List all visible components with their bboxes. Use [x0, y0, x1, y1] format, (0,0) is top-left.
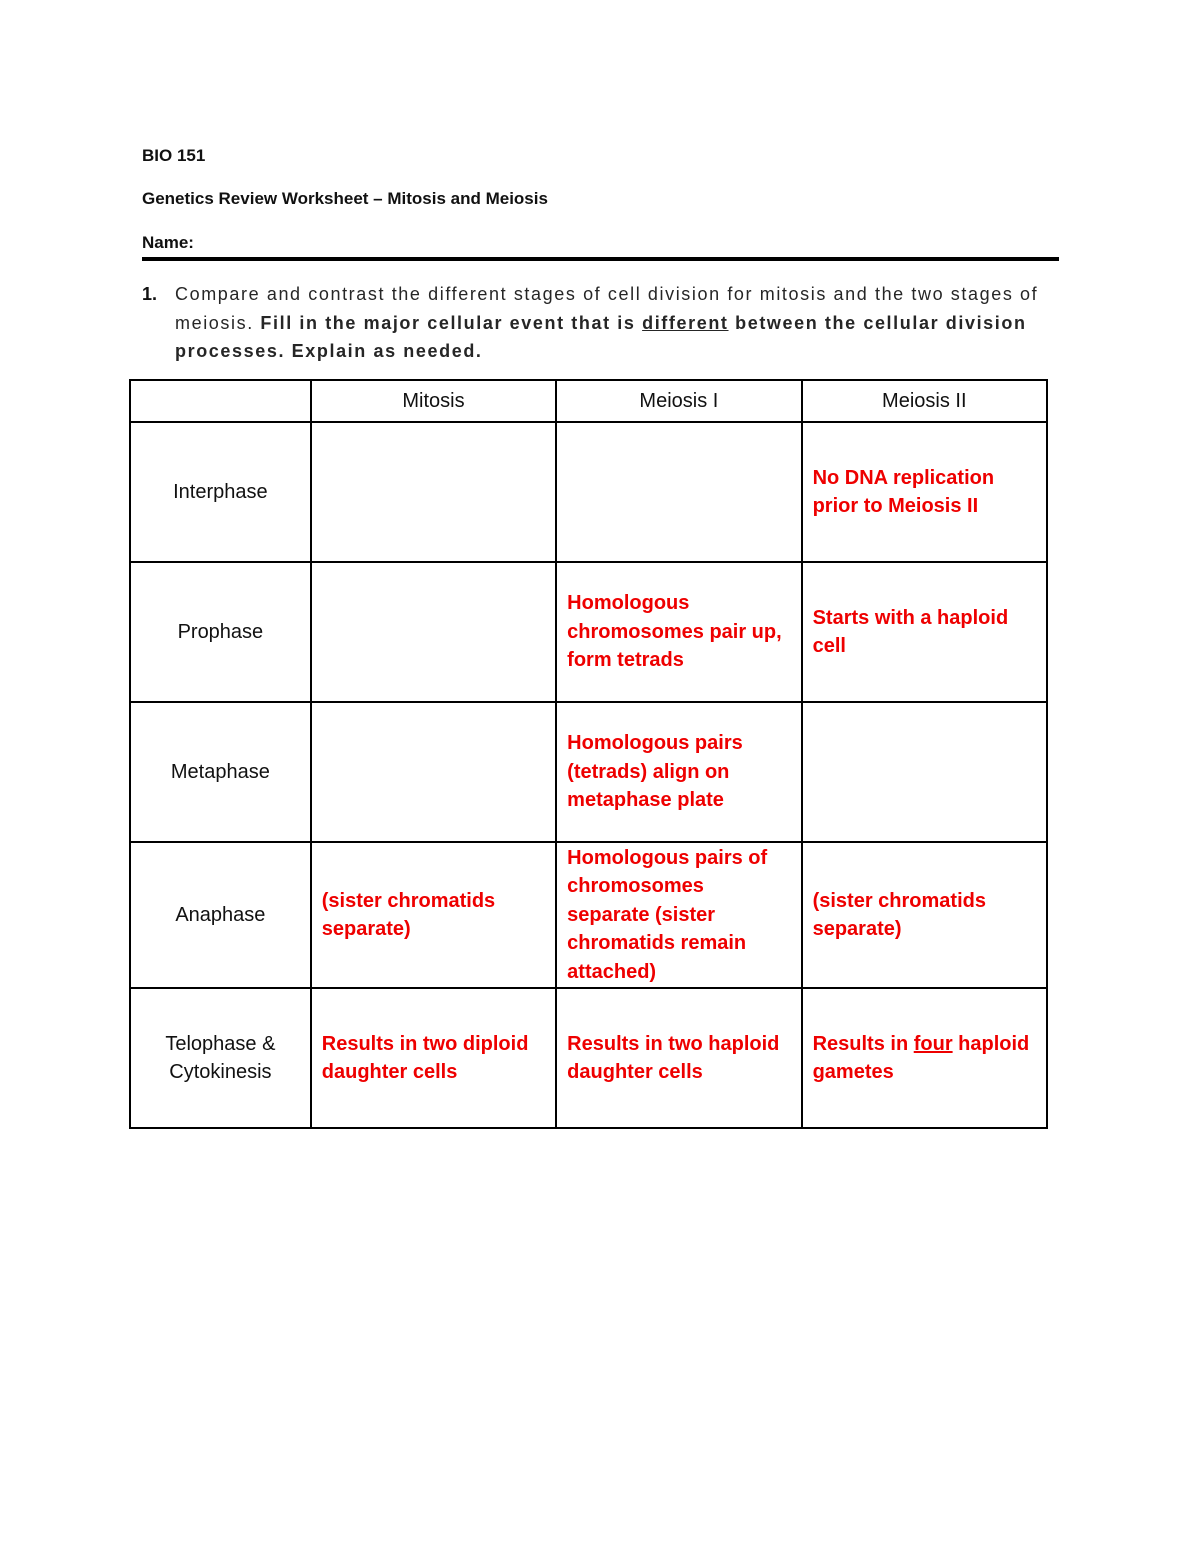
- answer-cell-meiosis-1: [556, 422, 801, 562]
- cell-division-table: [129, 379, 1048, 1129]
- header-cell-mitosis: Mitosis: [311, 380, 556, 422]
- answer-text-after: haploid gametes: [812, 1032, 1030, 1083]
- question-1: [142, 280, 1055, 366]
- stage-name-cell: Telophase & Cytokinesis: [130, 988, 311, 1128]
- answer-cell-meiosis-2: (sister chromatids separate): [802, 842, 1047, 988]
- worksheet-title: Genetics Review Worksheet – Mitosis and Meiosis: [142, 189, 548, 208]
- answer-cell-meiosis-1: Homologous pairs (tetrads) align on metaphase plate: [556, 702, 801, 842]
- question-instruction-emphasis: different: [642, 312, 729, 333]
- stage-name-cell: Metaphase: [130, 702, 311, 842]
- answer-text-emphasis: four: [913, 1032, 953, 1055]
- table-row-interphase: [130, 422, 1047, 562]
- answer-cell-meiosis-2: [802, 702, 1047, 842]
- header-cell-empty: [130, 380, 311, 422]
- answer-cell-meiosis-2: Starts with a haploid cell: [802, 562, 1047, 702]
- answer-cell-meiosis-1: Homologous chromosomes pair up, form tetrads: [556, 562, 801, 702]
- header-cell-meiosis-2: Meiosis II: [802, 380, 1047, 422]
- question-number: 1.: [142, 284, 158, 304]
- name-underline: [142, 257, 1059, 261]
- stage-name-cell: Anaphase: [130, 842, 311, 988]
- answer-cell-mitosis: [311, 422, 556, 562]
- answer-cell-mitosis: (sister chromatids separate): [311, 842, 556, 988]
- answer-cell-mitosis: [311, 702, 556, 842]
- table-header-row: [130, 380, 1047, 422]
- answer-cell-meiosis-1: Results in two haploid daughter cells: [556, 988, 801, 1128]
- answer-cell-mitosis: [311, 562, 556, 702]
- table-row-prophase: [130, 562, 1047, 702]
- course-code: BIO 151: [142, 146, 206, 165]
- stage-name-cell: Prophase: [130, 562, 311, 702]
- table-row-metaphase: [130, 702, 1047, 842]
- question-instruction-part1: Fill in the major cellular event that is: [260, 312, 643, 333]
- answer-cell-meiosis-2: No DNA replication prior to Meiosis II: [802, 422, 1047, 562]
- question-intro: Compare and contrast the different stages of cell division for mitosis and the two stages of meiosis.: [175, 284, 1039, 333]
- answer-cell-mitosis: Results in two diploid daughter cells: [311, 988, 556, 1128]
- table-row-anaphase: [130, 842, 1047, 988]
- table-row-telophase: [130, 988, 1047, 1128]
- answer-cell-meiosis-2: [802, 988, 1047, 1128]
- question-instruction-part2: between the cellular division processes. Explain as needed.: [175, 312, 1027, 361]
- header-cell-meiosis-1: Meiosis I: [556, 380, 801, 422]
- stage-name-cell: Interphase: [130, 422, 311, 562]
- answer-cell-meiosis-1: Homologous pairs of chromosomes separate (sister chromatids remain attached): [556, 842, 801, 988]
- answer-text-before: Results in: [812, 1032, 914, 1055]
- name-label: Name:: [142, 233, 194, 252]
